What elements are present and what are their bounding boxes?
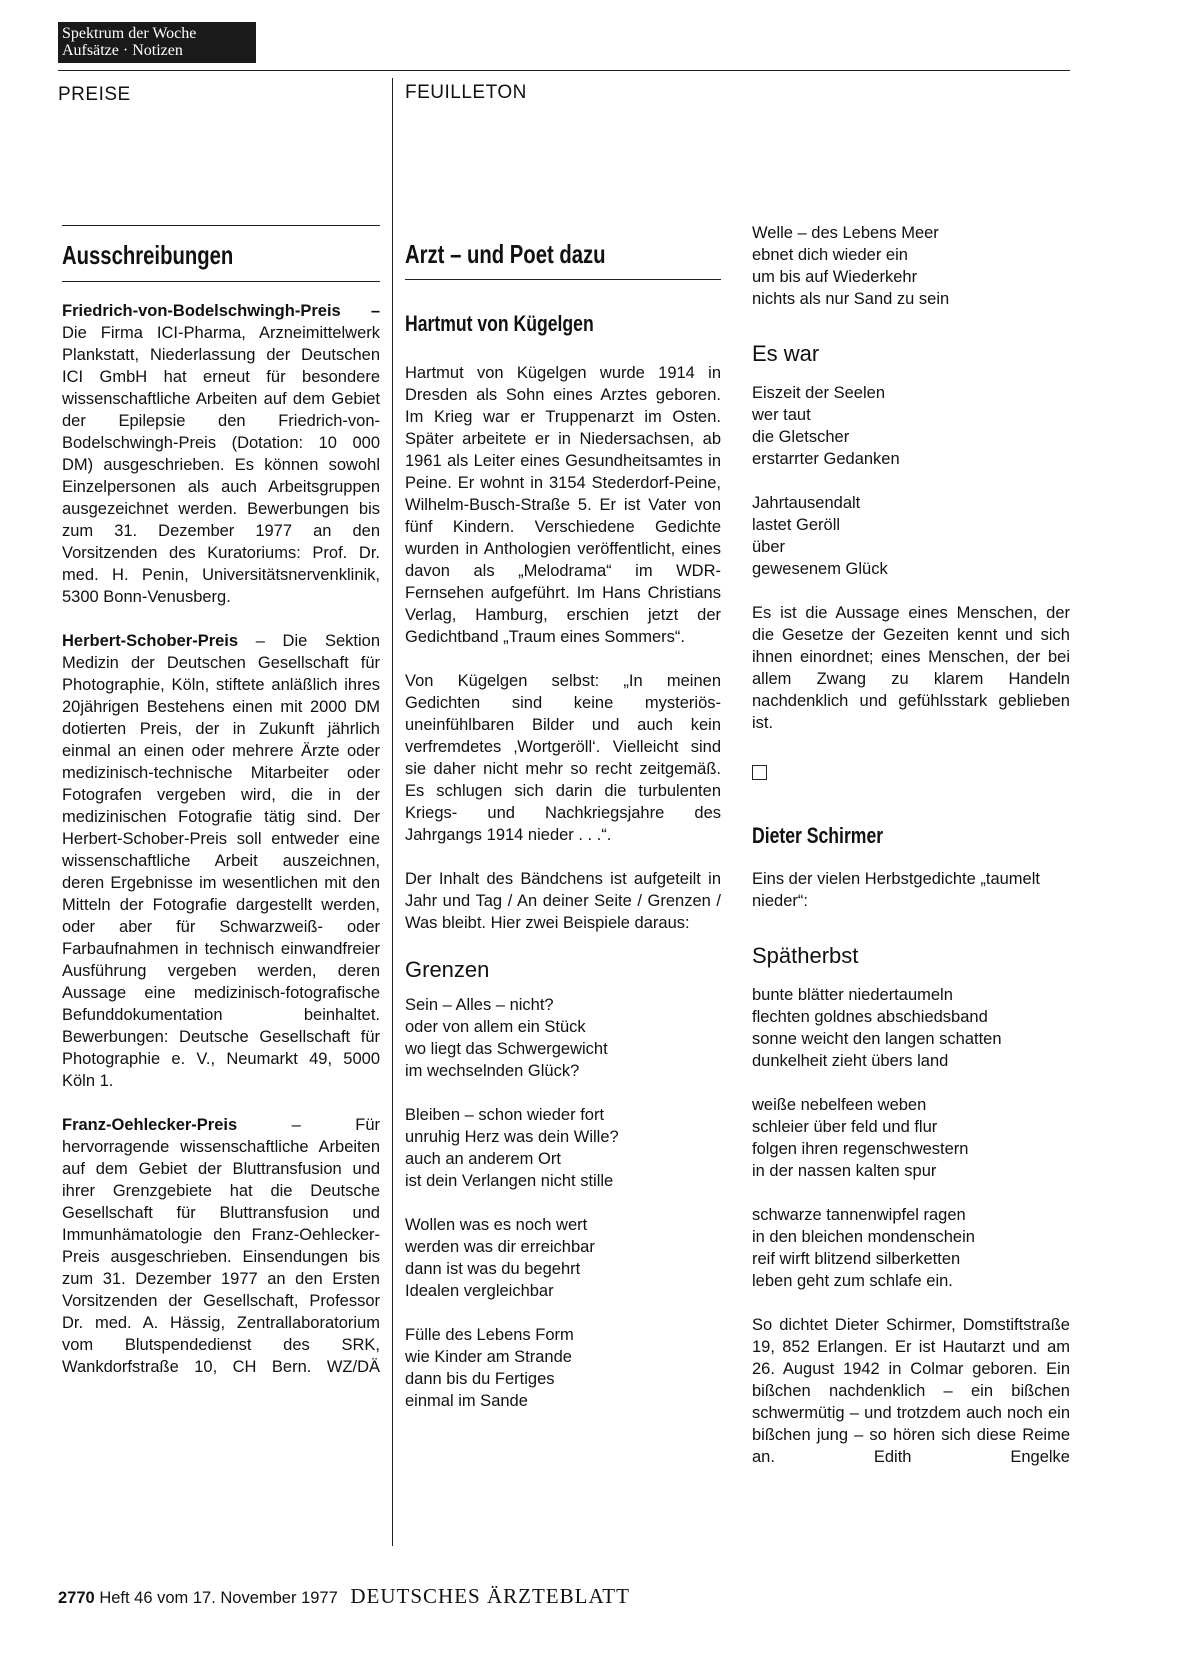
comment-paragraph: Es ist die Aussage eines Menschen, der die Gesetze der Gezeiten kennt und sich ihnen einordnet; eines Menschen, der bei allem Zwang zu klarem Handeln nachdenklich und gefühlsstark geblieben ist. (752, 604, 1070, 732)
poem-title-spaetherbst: Spätherbst (752, 943, 859, 968)
poem-stanza: Sein – Alles – nicht? oder von allem ein Stück wo liegt das Schwergewicht im wechselnden Glück? (405, 996, 608, 1080)
poem-stanza: Wollen was es noch wert werden was dir erreichbar dann ist was du begehrt Idealen vergleichbar (405, 1216, 595, 1300)
poem-stanza: Fülle des Lebens Form wie Kinder am Strande dann bis du Fertiges einmal im Sande (405, 1326, 574, 1410)
prize-name: Franz-Oehlecker-Preis (62, 1116, 238, 1134)
right-column (752, 222, 1070, 1468)
closing-paragraph: So dichtet Dieter Schirmer, Domstiftstraße 19, 852 Erlangen. Er ist Hautarzt und am 26. August 1942 in Colmar geboren. Ein bißchen nachdenklich – ein bißchen schwermütig – und trotzdem auch noch ein bißchen jung – so hören sich diese Reime an. Edith Engelke (752, 1316, 1070, 1466)
article-title-ausschreibungen: Ausschreibungen (62, 240, 234, 270)
prize-name: Herbert-Schober-Preis (62, 632, 239, 650)
poem-stanza: schwarze tannenwipfel ragen in den bleichen mondenschein reif wirft blitzend silberketten leben geht zum schlafe ein. (752, 1206, 975, 1290)
issue-info: Heft 46 vom 17. November 1977 (99, 1589, 338, 1607)
section-tag-line2: Aufsätze · Notizen (62, 42, 183, 59)
poem-stanza: Eiszeit der Seelen wer taut die Gletscher erstarrter Gedanken (752, 384, 900, 468)
journal-name: DEUTSCHES ÄRZTEBLATT (350, 1584, 630, 1608)
poem-stanza: bunte blätter niedertaumeln flechten goldnes abschiedsband sonne weicht den langen schatten dunkelheit zieht übers land (752, 986, 1002, 1070)
poem-stanza: Welle – des Lebens Meer ebnet dich wieder ein um bis auf Wiederkehr nichts als nur Sand zu sein (752, 224, 950, 308)
prize-name: Friedrich-von-Bodelschwingh-Preis – (62, 302, 380, 320)
section-tag-line1: Spektrum der Woche (62, 25, 197, 42)
title-rule-middle (405, 279, 721, 280)
author-kuegelgen: Hartmut von Kügelgen (405, 311, 594, 336)
left-column (62, 225, 380, 1378)
contents-paragraph: Der Inhalt des Bändchens ist aufgeteilt in Jahr und Tag / An deiner Seite / Grenzen / Was bleibt. Hier zwei Beispiele daraus: (405, 870, 721, 932)
title-rule-bottom (62, 281, 380, 282)
prize-oehlecker: Franz-Oehlecker-Preis – Für hervorragende wissenschaftliche Arbeiten auf dem Gebiet der Bluttransfusion und ihrer Grenzgebiete hat die Deutsche Gesellschaft für Bluttransfusion und Immunhämatologie den Franz-Oehlecker-Preis ausgeschrieben. Einsendungen bis zum 31. Dezember 1977 an den Ersten Vorsitzenden der Gesellschaft, Professor Dr. med. A. Hässig, Zentrallaboratorium vom Blutspendedienst des SRK, Wankdorfstraße 10, CH Bern. WZ/DÄ (62, 1116, 380, 1376)
section-label-feuilleton: FEUILLETON (405, 82, 527, 103)
poem-title-grenzen: Grenzen (405, 957, 490, 982)
page-number: 2770 (58, 1589, 95, 1607)
intro-paragraph: Eins der vielen Herbstgedichte „taumelt nieder“: (752, 870, 1040, 910)
page-footer (58, 1584, 630, 1609)
bio-paragraph: Hartmut von Kügelgen wurde 1914 in Dresden als Sohn eines Arztes geboren. Im Krieg war er Truppenarzt im Osten. Später arbeitete er in Niedersachsen, ab 1961 als Leiter eines Gesundheitsamtes in Peine. Er wohnt in 3154 Stederdorf-Peine, Wilhelm-Busch-Straße 5. Er ist Vater von fünf Kindern. Verschiedene Gedichte wurden in Anthologien veröffentlicht, eines davon als „Melodrama“ im WDR-Fernsehen aufgeführt. Im Hans Christians Verlag, Hamburg, erschien jetzt der Gedichtband „Traum eines Sommers“. (405, 364, 721, 646)
top-rule (58, 70, 1070, 71)
section-label-preise: PREISE (58, 84, 131, 105)
poem-stanza: Bleiben – schon wieder fort unruhig Herz was dein Wille? auch an anderem Ort ist dein Verlangen nicht stille (405, 1106, 619, 1190)
prize-bodelschwingh: Friedrich-von-Bodelschwingh-Preis – Die Firma ICI-Pharma, Arzneimittelwerk Plankstatt, Niederlassung der Deutschen ICI GmbH hat erneut für besondere wissenschaftliche Arbeiten auf dem Gebiet der Epilepsie den Friedrich-von-Bodelschwingh-Preis (Dotation: 10 000 DM) ausgeschrieben. Es können sowohl Einzelpersonen als auch Arbeitsgruppen ausgezeichnet werden. Bewerbungen bis zum 31. Dezember 1977 an den Vorsitzenden des Kuratoriums: Prof. Dr. med. H. Penin, Universitätsnervenklinik, 5300 Bonn-Venusberg. (62, 302, 380, 606)
quote-paragraph: Von Kügelgen selbst: „In meinen Gedichten sind keine mysteriös-uneinfühlbaren Bilder und auch kein verfremdetes ‚Wortgeröll‘. Vielleicht sind sie daher nicht mehr so recht zeitgemäß. Es schlugen sich darin die turbulenten Kriegs- und Nachkriegsjahre des Jahrgangs 1914 nieder . . .“. (405, 672, 721, 844)
middle-column (405, 225, 721, 1434)
prize-schober: Herbert-Schober-Preis – Die Sektion Medizin der Deutschen Gesellschaft für Photographie, Köln, stiftete anläßlich ihres 20jährigen Bestehens einen mit 2000 DM dotierten Preis, der in Zukunft jährlich einmal an einen oder mehrere Ärzte oder medizinisch-technische Mitarbeiter oder Fotografen vergeben wird, die in der medizinischen Fotografie tätig sind. Der Herbert-Schober-Preis soll entweder eine wissenschaftliche Arbeit auszeichnen, deren Ergebnisse im wesentlichen mit den Mitteln der Fotografie dargestellt werden, oder aber für Schwarzweiß- oder Farbaufnahmen in technisch einwandfreier Ausführung vergeben werden, deren Aussage eine medizinisch-fotografische Befunddokumentation beinhaltet. Bewerbungen: Deutsche Gesellschaft für Photographie e. V., Neumarkt 49, 5000 Köln 1. (62, 632, 380, 1090)
signature-left: WZ/DÄ (326, 1358, 380, 1376)
poem-title-es-war: Es war (752, 341, 820, 366)
poem-stanza: Jahrtausendalt lastet Geröll über gewesenem Glück (752, 494, 888, 578)
section-tag (58, 22, 256, 63)
poem-stanza: weiße nebelfeen weben schleier über feld und flur folgen ihren regenschwestern in der nassen kalten spur (752, 1096, 969, 1180)
article-title-arzt-poet: Arzt – und Poet dazu (405, 239, 606, 269)
column-divider (392, 78, 393, 1546)
title-rule-top (62, 225, 380, 226)
signature-right: Edith Engelke (873, 1448, 1070, 1466)
end-box (752, 764, 1070, 786)
author-schirmer: Dieter Schirmer (752, 823, 884, 848)
